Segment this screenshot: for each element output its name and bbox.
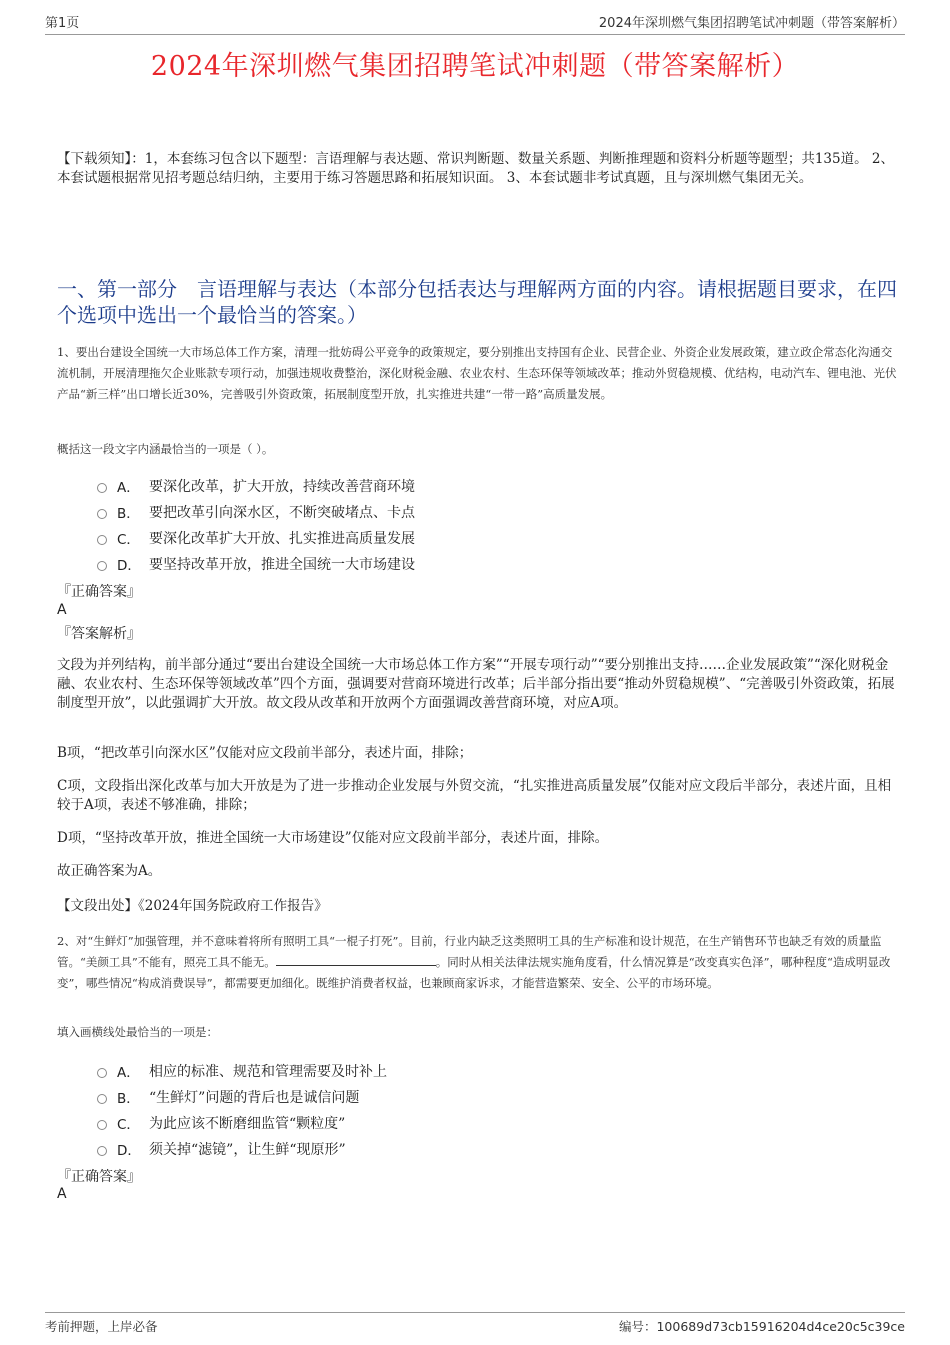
question-2-options [97, 1058, 387, 1162]
question-2-answer: A [57, 1186, 67, 1202]
analysis-paragraph: 文段为并列结构，前半部分通过“要出台建设全国统一大市场总体工作方案”“开展专项行动”“要分别推出支持……企业发展政策”“深化财税金融、农业农村、生态环保等领域改革”四个方面，强调要对营商环境进行改革；后半部分指出要“推动外贸稳规模”、“完善吸引外资政策，拓展制度型开放”，以此强调扩大开放。故文段从改革和开放两个方面强调改善营商环境，对应A项。 [57, 657, 895, 711]
question-2-option-c[interactable]: C． 为此应该不断磨细监管“颗粒度” [97, 1110, 387, 1136]
analysis-conclusion: 故正确答案为A。 [57, 863, 162, 879]
document-title: 2024年深圳燃气集团招聘笔试冲刺题（带答案解析） [150, 51, 800, 82]
analysis-paragraph: B项，“把改革引向深水区”仅能对应文段前半部分，表述片面，排除； [57, 745, 473, 761]
footer-code: 编号：100689d73cb15916204d4ce20c5c39ce [618, 1319, 905, 1334]
text-source: 【文段出处】《2024年国务院政府工作报告》 [57, 898, 328, 914]
header-doc-title: 2024年深圳燃气集团招聘笔试冲刺题（带答案解析） [598, 16, 905, 31]
question-2-prompt: 填入画横线处最恰当的一项是： [57, 1025, 218, 1039]
analysis-paragraph: C项，文段指出深化改革与加大开放是为了进一步推动企业发展与外贸交流，“扎实推进高质量发展”仅能对应文段后半部分，表述片面，且相较于A项，表述不够准确，排除； [57, 778, 892, 813]
page-number: 第1页 [45, 16, 80, 31]
analysis-paragraph: D项，“坚持改革开放，推进全国统一大市场建设”仅能对应文段前半部分，表述片面，排除。 [57, 830, 609, 846]
question-2-option-b[interactable]: B． “生鲜灯”问题的背后也是诚信问题 [97, 1084, 387, 1110]
radio-icon[interactable] [97, 1068, 107, 1078]
radio-icon[interactable] [97, 561, 107, 571]
question-1-answer-label: 『正确答案』 [57, 584, 141, 600]
question-1-text: 1、要出台建设全国统一大市场总体工作方案，清理一批妨碍公平竞争的政策规定，要分别推出支持国有企业、民营企业、外资企业发展政策，建立政企常态化沟通交流机制，开展清理拖欠企业账款专项行动，加强违规收费整治，深化财税金融、农业农村、生态环保等领域改革；推动外贸稳规模、优结构，电动汽车、锂电池、光伏产品“新三样”出口增长近30%，完善吸引外资政策，拓展制度型开放，扎实推进共建“一带一路”高质量发展。 [57, 345, 897, 401]
question-2-option-a[interactable]: A． 相应的标准、规范和管理需要及时补上 [97, 1058, 387, 1084]
radio-icon[interactable] [97, 1120, 107, 1130]
radio-icon[interactable] [97, 535, 107, 545]
radio-icon[interactable] [97, 1146, 107, 1156]
radio-icon[interactable] [97, 509, 107, 519]
download-notice: 【下载须知】：1，本套练习包含以下题型：言语理解与表达题、常识判断题、数量关系题、判断推理题和资料分析题等题型；共135道。 2、本套试题根据常见招考题总结归纳，主要用于练习答题思路和拓展知识面。 3、本套试题非考试真题，且与深圳燃气集团无关。 [57, 151, 894, 186]
footer-slogan: 考前押题，上岸必备 [45, 1319, 158, 1334]
question-1-option-a[interactable]: A． 要深化改革，扩大开放，持续改善营商环境 [97, 473, 415, 499]
question-2-option-d[interactable]: D． 须关掉“滤镜”，让生鲜“现原形” [97, 1136, 387, 1162]
radio-icon[interactable] [97, 1094, 107, 1104]
question-1-option-d[interactable]: D． 要坚持改革开放，推进全国统一大市场建设 [97, 551, 415, 577]
radio-icon[interactable] [97, 483, 107, 493]
question-1-option-c[interactable]: C． 要深化改革扩大开放、扎实推进高质量发展 [97, 525, 415, 551]
question-1-option-b[interactable]: B． 要把改革引向深水区，不断突破堵点、卡点 [97, 499, 415, 525]
question-1-analysis-label: 『答案解析』 [57, 626, 141, 642]
question-2-text: 2、对“生鲜灯”加强管理，并不意味着将所有照明工具“一棍子打死”。目前，行业内缺乏这类照明工具的生产标准和设计规范，在生产销售环节也缺乏有效的质量监管。“美颜工具”不能有，照亮工具不能无。 。同时从相关法律法规实施角度看，什么情况算是“改变真实色泽”，哪种程度“造成明显改变”，哪些情况“构成消费误导”，都需要更加细化。既维护消费者权益，也兼顾商家诉求，才能营造繁荣、安全、公平的市场环境。 [57, 934, 891, 990]
question-1-answer: A [57, 602, 67, 618]
section-heading: 一、第一部分 言语理解与表达（本部分包括表达与理解两方面的内容。请根据题目要求，在四个选项中选出一个最恰当的答案。） [57, 277, 897, 327]
page-header [45, 12, 905, 35]
page-footer [45, 1312, 905, 1335]
question-2-answer-label: 『正确答案』 [57, 1169, 141, 1185]
question-1-options [97, 473, 415, 577]
question-1-prompt: 概括这一段文字内涵最恰当的一项是（ ）。 [57, 442, 274, 456]
fill-in-blank [276, 953, 436, 966]
